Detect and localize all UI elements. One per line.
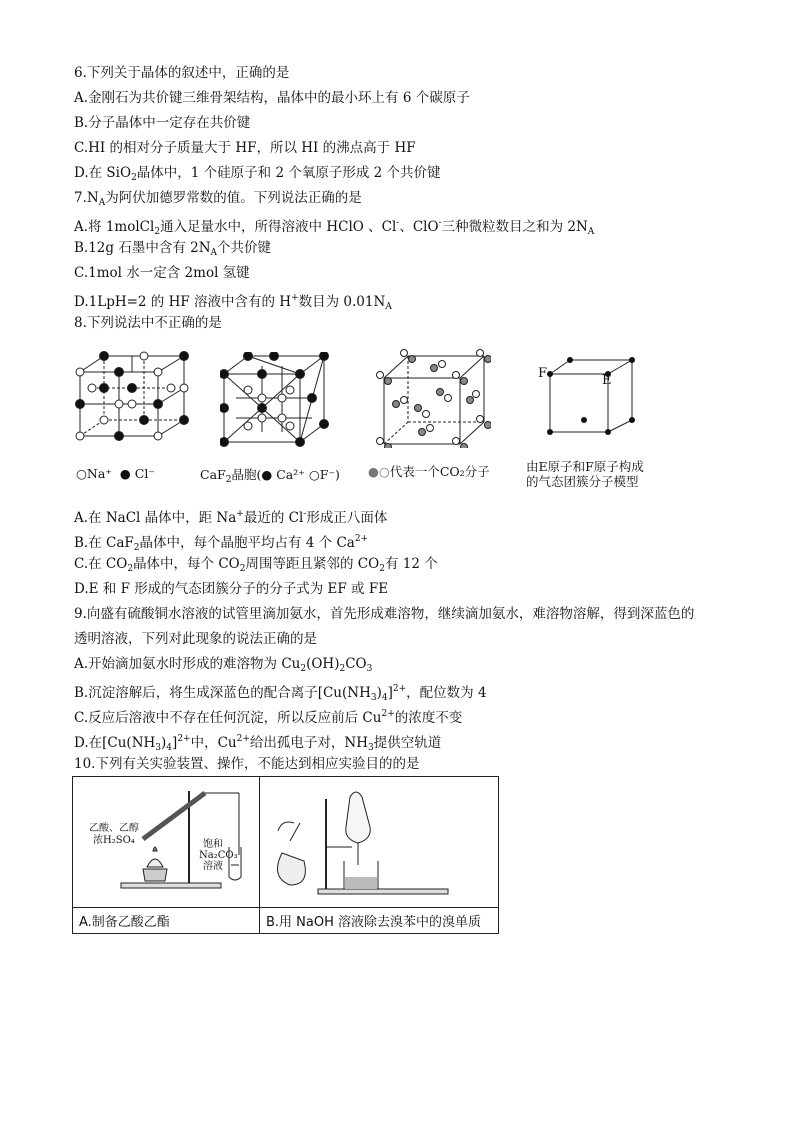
reagent-label-2: 浓H₂SO₄ xyxy=(93,835,135,846)
caf2-crystal-figure xyxy=(220,352,330,447)
q7-option-b: B.12g 石墨中含有 $2N_A$个共价键 xyxy=(74,240,272,258)
ef-caption-line1: 由E原子和F原子构成 xyxy=(526,459,644,474)
circle-filled-icon: ● xyxy=(119,466,131,481)
q10-stem: 10.下列有关实验装置、操作，不能达到相应实验目的的是 xyxy=(74,756,420,772)
separation-apparatus-figure xyxy=(260,777,498,903)
q6-option-d: D.在 SiO$_2$晶体中，1 个硅原子和 2 个氧原子形成 2 个共价键 xyxy=(74,165,441,183)
q9-option-d: D.在$[Cu(NH_3)_4]^{2+}$中，$Cu^{2+}$给出孤电子对，$NH_3$提供空轨道 xyxy=(74,734,442,753)
receiver-label-2: Na₂CO₃ xyxy=(199,850,238,861)
ef-cluster-figure xyxy=(536,356,642,440)
q8-option-c: C.在 $CO_2$晶体中，每个 $CO_2$周围等距且紧邻的 $CO_2$有 12 个 xyxy=(74,556,438,574)
label-f: F xyxy=(538,366,548,381)
q9-stem-line1: 9.向盛有硫酸铜水溶液的试管里滴加氨水，首先形成难溶物，继续滴加氨水，难溶物溶解，得到深蓝色的 xyxy=(74,606,695,622)
circle-filled-icon: ● xyxy=(261,467,273,482)
q6-option-b: B.分子晶体中一定存在共价键 xyxy=(74,115,251,131)
q7-option-c: C.1mol 水一定含 2mol 氢键 xyxy=(74,265,250,281)
caption-b: B.用 NaOH 溶液除去溴苯中的溴单质 xyxy=(260,908,499,934)
q6-option-a: A.金刚石为共价键三维骨架结构，晶体中的最小环上有 6 个碳原子 xyxy=(74,90,470,106)
q8-stem: 8.下列说法中不正确的是 xyxy=(74,315,222,331)
caf2-caption: CaF$_2$晶胞(● Ca²⁺ ○F⁻) xyxy=(200,467,340,485)
q7-option-d: D.1LpH=2 的 HF 溶液中含有的 H+数目为 $0.01N_A$ xyxy=(74,293,392,312)
q9-option-b: B.沉淀溶解后，将生成深蓝色的配合离子$[Cu(NH_3)_4]^{2+}$，配位数为 4 xyxy=(74,684,487,703)
circle-open-icon: ○ xyxy=(76,466,87,481)
nacl-crystal-figure xyxy=(74,348,194,443)
apparatus-b-cell xyxy=(260,777,499,908)
q6-option-c: C.HI 的相对分子质量大于 HF，所以 HI 的沸点高于 HF xyxy=(74,140,416,156)
circle-open-icon: ○ xyxy=(308,467,320,482)
co2-crystal-figure xyxy=(376,348,491,448)
q7-option-a: A.将 1molCl$_2$通入足量水中，所得溶液中 HClO 、Cl-、ClO-三种微粒数目之和为 $2N_A$ xyxy=(74,218,595,237)
experiment-table xyxy=(72,776,499,934)
q9-option-c: C.反应后溶液中不存在任何沉淀，所以反应前后 $Cu^{2+}$的浓度不变 xyxy=(74,709,463,726)
q9-option-a: A.开始滴加氨水时形成的难溶物为 $Cu_2(OH)_2CO_3$ xyxy=(74,656,373,674)
q9-stem-line2: 透明溶液，下列对此现象的说法正确的是 xyxy=(74,631,317,647)
q6-stem: 6.下列关于晶体的叙述中，正确的是 xyxy=(74,65,290,81)
nacl-legend: ○Na⁺ ● Cl⁻ xyxy=(76,466,155,481)
co2-caption: ●○代表一个CO₂分子 xyxy=(368,464,490,479)
q7-stem: $7.N_A$为阿伏加德罗常数的值。下列说法正确的是 xyxy=(74,190,362,208)
receiver-label-3: 溶液 xyxy=(203,861,223,872)
q8-option-d: D.E 和 F 形成的气态团簇分子的分子式为 EF 或 FE xyxy=(74,581,389,597)
q8-option-b: B.在 CaF$_2$晶体中，每个晶胞平均占有 4 个 $Ca^{2+}$ xyxy=(74,534,369,553)
receiver-label-1: 饱和 xyxy=(203,839,223,850)
label-e: E xyxy=(602,373,612,388)
ef-caption-line2: 的气态团簇分子模型 xyxy=(526,474,639,489)
reagent-label-1: 乙酸、乙醇 xyxy=(89,823,139,834)
q8-option-a: A.在 NaCl 晶体中，距 Na+最近的 Cl-形成正八面体 xyxy=(74,509,388,526)
caption-a: A.制备乙酸乙酯 xyxy=(73,908,260,934)
apparatus-a-cell xyxy=(73,777,260,908)
co2-molecule-icon: ●○ xyxy=(368,464,390,479)
